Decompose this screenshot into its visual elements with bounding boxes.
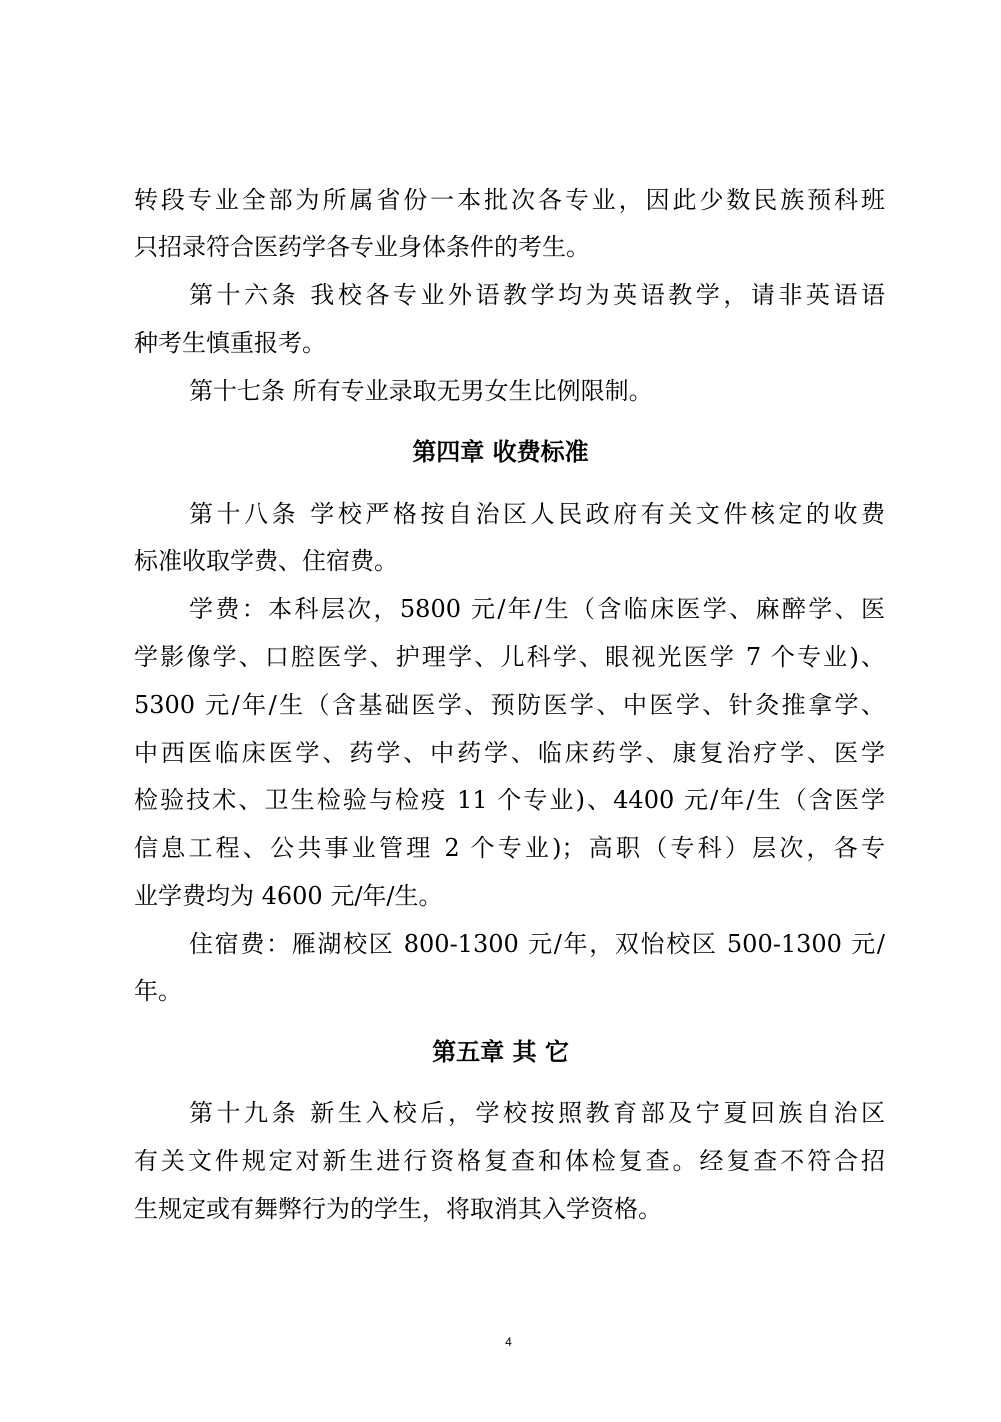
article-18: 第十八条 学校严格按自治区人民政府有关文件核定的收费 (189, 500, 885, 528)
text-line: 转段专业全部为所属省份一本批次各专业，因此少数民族预科班 (134, 186, 885, 214)
text-line: 中西医临床医学、药学、中药学、临床药学、康复治疗学、医学 (134, 739, 885, 767)
tuition-paragraph: 学费：本科层次，5800 元/年/生（含临床医学、麻醉学、医 (189, 595, 885, 623)
text-line: 业学费均为 4600 元/年/生。 (134, 882, 443, 910)
text-line: 年。 (134, 977, 182, 1005)
article-17: 第十七条 所有专业录取无男女生比例限制。 (189, 377, 653, 405)
text-line: 种考生慎重报考。 (134, 329, 326, 357)
text-line: 检验技术、卫生检验与检疫 11 个专业)、4400 元/年/生（含医学 (134, 786, 885, 814)
text-line: 信息工程、公共事业管理 2 个专业)；高职（专科）层次，各专 (134, 834, 885, 862)
text-line: 学影像学、口腔医学、护理学、儿科学、眼视光医学 7 个专业)、 (134, 643, 885, 671)
text-line: 生规定或有舞弊行为的学生，将取消其入学资格。 (134, 1195, 662, 1223)
chapter-5-heading: 第五章 其 它 (432, 1038, 569, 1066)
text-line: 标准收取学费、住宿费。 (134, 547, 398, 575)
text-line: 只招录符合医药学各专业身体条件的考生。 (134, 233, 590, 261)
accommodation-paragraph: 住宿费：雁湖校区 800-1300 元/年，双怡校区 500-1300 元/ (189, 930, 885, 958)
text-line: 5300 元/年/生（含基础医学、预防医学、中医学、针灸推拿学、 (134, 691, 885, 719)
article-19: 第十九条 新生入校后，学校按照教育部及宁夏回族自治区 (189, 1099, 885, 1127)
page-number: 4 (505, 1335, 512, 1349)
text-line: 有关文件规定对新生进行资格复查和体检复查。经复查不符合招 (134, 1147, 885, 1175)
chapter-4-heading: 第四章 收费标准 (412, 438, 589, 466)
article-16: 第十六条 我校各专业外语教学均为英语教学，请非英语语 (189, 281, 885, 309)
